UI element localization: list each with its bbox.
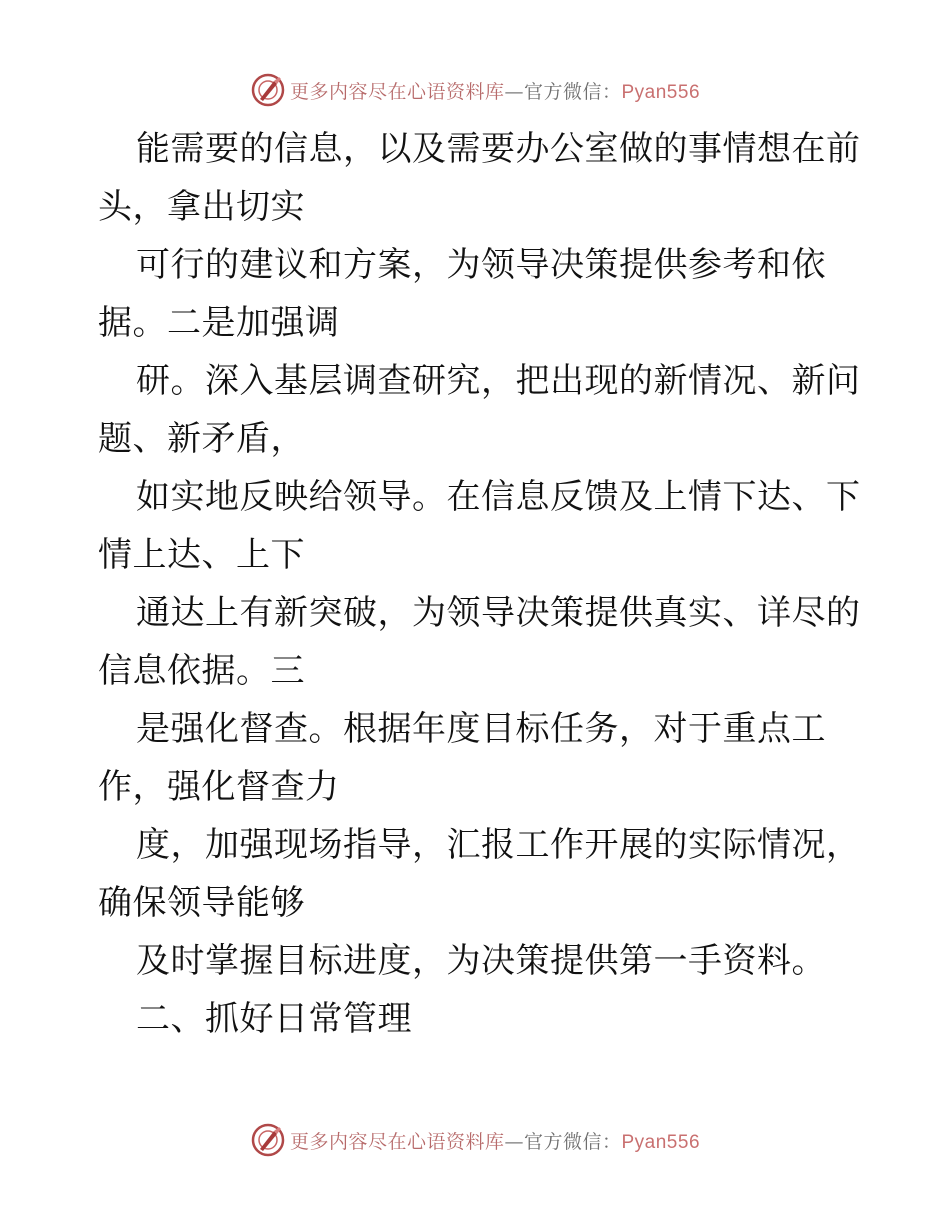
- footer-wechat-label: 官方微信：: [523, 1130, 622, 1153]
- footer-wechat-id: Pyan556: [621, 1131, 701, 1153]
- text-line: 题、新矛盾，: [98, 419, 305, 459]
- footer-text: [290, 1127, 700, 1154]
- header-site-text: 更多内容尽在心语资料库: [289, 80, 505, 103]
- brand-logo-icon: [250, 1122, 286, 1158]
- text-line: 确保领导能够: [98, 883, 305, 923]
- text-line: 及时掌握目标进度，为决策提供第一手资料。: [136, 941, 826, 981]
- header-text: [290, 77, 700, 104]
- header-wechat-id: Pyan556: [621, 81, 701, 103]
- text-line: 可行的建议和方案，为领导决策提供参考和依: [136, 245, 826, 285]
- text-line: 二、抓好日常管理: [136, 999, 412, 1039]
- text-line: 是强化督查。根据年度目标任务，对于重点工: [136, 709, 826, 749]
- text-line: 信息依据。三: [98, 651, 305, 691]
- text-line: 能需要的信息，以及需要办公室做的事情想在前: [136, 129, 861, 169]
- text-line: 度，加强现场指导，汇报工作开展的实际情况，: [136, 825, 861, 865]
- header-banner: [0, 70, 950, 110]
- header-separator: —: [504, 80, 524, 103]
- text-line: 研。深入基层调查研究，把出现的新情况、新问: [136, 361, 861, 401]
- text-line: 据。二是加强调: [98, 303, 340, 343]
- text-line: 头，拿出切实: [98, 187, 305, 227]
- footer-site-text: 更多内容尽在心语资料库: [289, 1130, 505, 1153]
- text-line: 通达上有新突破，为领导决策提供真实、详尽的: [136, 593, 861, 633]
- footer-banner: [0, 1120, 950, 1160]
- text-line: 作，强化督查力: [98, 767, 340, 807]
- header-wechat-label: 官方微信：: [523, 80, 622, 103]
- brand-logo-icon: [250, 72, 286, 108]
- footer-separator: —: [504, 1130, 524, 1153]
- text-line: 如实地反映给领导。在信息反馈及上情下达、下: [136, 477, 861, 517]
- text-line: 情上达、上下: [98, 535, 305, 575]
- document-body: [98, 120, 861, 1048]
